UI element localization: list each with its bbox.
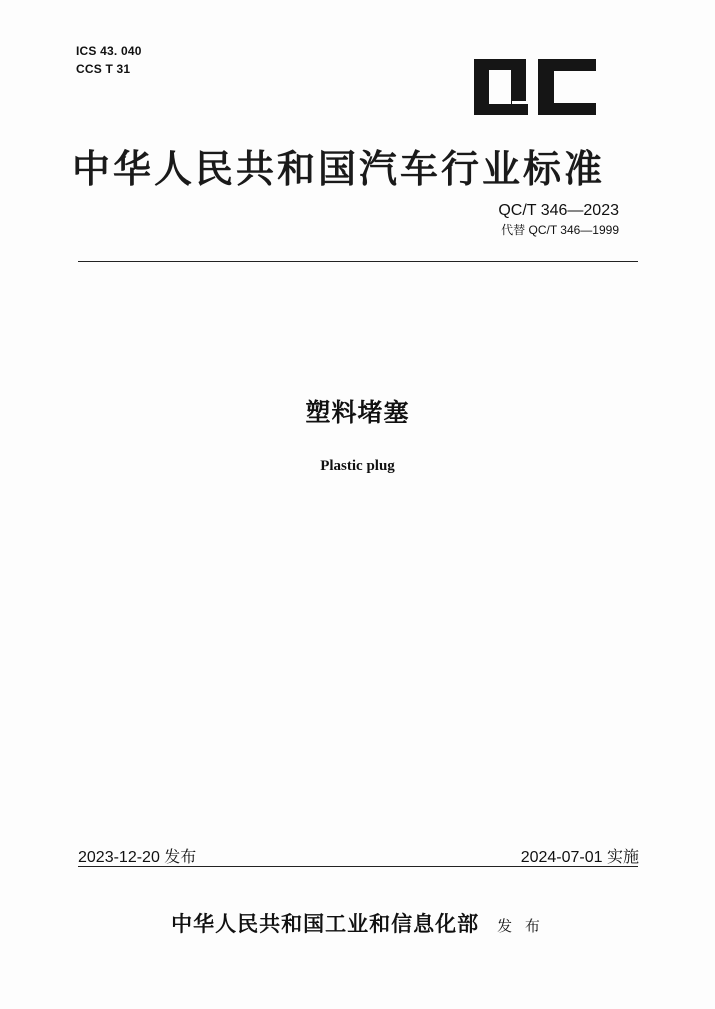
- issuer-name: 中华人民共和国工业和信息化部: [171, 911, 480, 936]
- ccs-code: CCS T 31: [76, 62, 131, 76]
- ics-code: ICS 43. 040: [76, 44, 142, 58]
- classification-codes: [76, 42, 142, 78]
- replaces-standard: 代替 QC/T 346—1999: [501, 223, 619, 237]
- document-title-english: Plastic plug: [320, 458, 395, 474]
- qc-logo: [472, 57, 598, 117]
- issue-date: 2023-12-20 发布: [78, 849, 197, 866]
- logo-text: QC: [472, 57, 474, 58]
- standard-category-title: 中华人民共和国汽车行业标准: [72, 146, 606, 191]
- header-divider: [78, 261, 638, 262]
- standard-number-block: [498, 201, 619, 238]
- footer-divider: [78, 866, 638, 867]
- implementation-date: 2024-07-01 实施: [520, 849, 639, 866]
- issuer-suffix: 发 布: [497, 917, 544, 935]
- document-title-chinese: 塑料堵塞: [305, 398, 410, 427]
- issuing-authority: [0, 908, 715, 938]
- standard-number: QC/T 346—2023: [498, 202, 619, 219]
